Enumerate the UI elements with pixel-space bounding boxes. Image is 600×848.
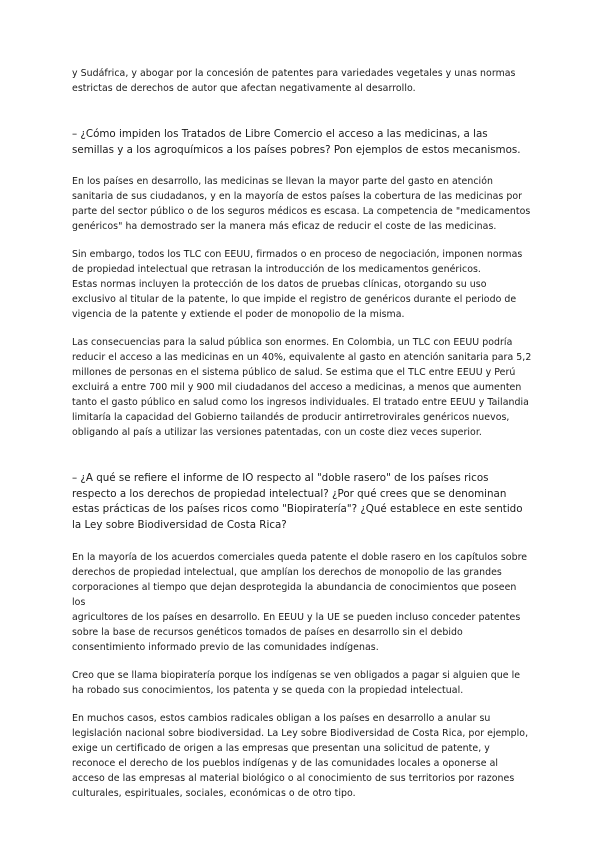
document-body: [72, 66, 532, 801]
question-medicines: – ¿Cómo impiden los Tratados de Libre Comercio el acceso a las medicinas, a las semillas y a los agroquímicos a los países pobres? Pon ejemplos de estos mecanismos.: [72, 128, 521, 156]
paragraph-medicine-costs: En los países en desarrollo, las medicinas se llevan la mayor parte del gasto en atención sanitaria de sus ciudadanos, y en la mayoría de estos países la cobertura de las medicinas por parte del sector público o de los seguros médicos es escasa. La competencia de "medicamentos genéricos" ha demostrado ser la manera más eficaz de reducir el coste de las medicinas.: [72, 176, 531, 233]
spacer: [72, 96, 532, 127]
spacer: [72, 698, 532, 711]
paragraph-ip-rules: Sin embargo, todos los TLC con EEUU, firmados o en proceso de negociación, imponen normas de propiedad intelectual que retrasan la introducción de los medicamentos genéricos. Estas normas incluyen la protección de los datos de pruebas clínicas, otorgando su uso exclusivo al titular de la patente, lo que impide el registro de genéricos durante el periodo de vigencia de la patente y extiende el poder de monopolio de la misma.: [72, 249, 523, 321]
spacer: [72, 440, 532, 471]
spacer: [72, 322, 532, 335]
paragraph-costa-rica-law: En muchos casos, estos cambios radicales obligan a los países en desarrollo a anular su legislación nacional sobre biodiversidad. La Ley sobre Biodiversidad de Costa Rica, por ejemplo, exige un certificado de origen a las empresas que presentan una solicitud de patente, y reconoce el derecho de los pueblos indígenas y de las comunidades locales a oponerse al acceso de las empresas al material biológico o al conocimiento de sus territorios por razones culturales, espirituales, sociales, económicas o de otro tipo.: [72, 712, 529, 799]
paragraph-double-standard: En la mayoría de los acuerdos comerciales queda patente el doble rasero en los capítulos sobre derechos de propiedad intelectual, que amplían los derechos de monopolio de las grandes corporaciones al tiempo que dejan desprotegida la abundancia de conocimientos que poseen los agricultores de los países en desarrollo. En EEUU y la UE se pueden incluso conceder patentes sobre la base de recursos genéticos tomados de países en desarrollo sin el debido consentimiento informado previo de las comunidades indígenas.: [72, 551, 528, 653]
paragraph-biopiracy: Creo que se llama biopiratería porque los indígenas se ven obligados a pagar si alguien que le ha robado sus conocimientos, los patenta y se queda con la propiedad intelectual.: [72, 669, 521, 696]
spacer: [72, 234, 532, 247]
question-double-standard: – ¿A qué se refiere el informe de IO respecto al "doble rasero" de los países ricos respecto a los derechos de propiedad intelectual? ¿Por qué crees que se denominan estas prácticas de los países ricos como "Biopiratería"? ¿Qué establece en este sentido la Ley sobre Biodiversidad de Costa Rica?: [72, 472, 523, 531]
paragraph-intro: y Sudáfrica, y abogar por la concesión de patentes para variedades vegetales y unas normas estrictas de derechos de autor que afectan negativamente al desarrollo.: [72, 68, 516, 94]
paragraph-health-consequences: Las consecuencias para la salud pública son enormes. En Colombia, un TLC con EEUU podría reducir el acceso a las medicinas en un 40%, equivalente al gasto en atención sanitaria para 5,2 millones de personas en el sistema público de salud. Se estima que el TLC entre EEUU y Perú excluirá a entre 700 mil y 900 mil ciudadanos del acceso a medicinas, a menos que aumenten tanto el gasto público en salud como los ingresos individuales. El tratado entre EEUU y Tailandia limitaría la capacidad del Gobierno tailandés de producir antirretrovirales genéricos nuevos, obligando al país a utilizar las versiones patentadas, con un coste diez veces superior.: [72, 337, 532, 439]
spacer: [72, 158, 532, 174]
spacer: [72, 655, 532, 668]
spacer: [72, 534, 532, 550]
